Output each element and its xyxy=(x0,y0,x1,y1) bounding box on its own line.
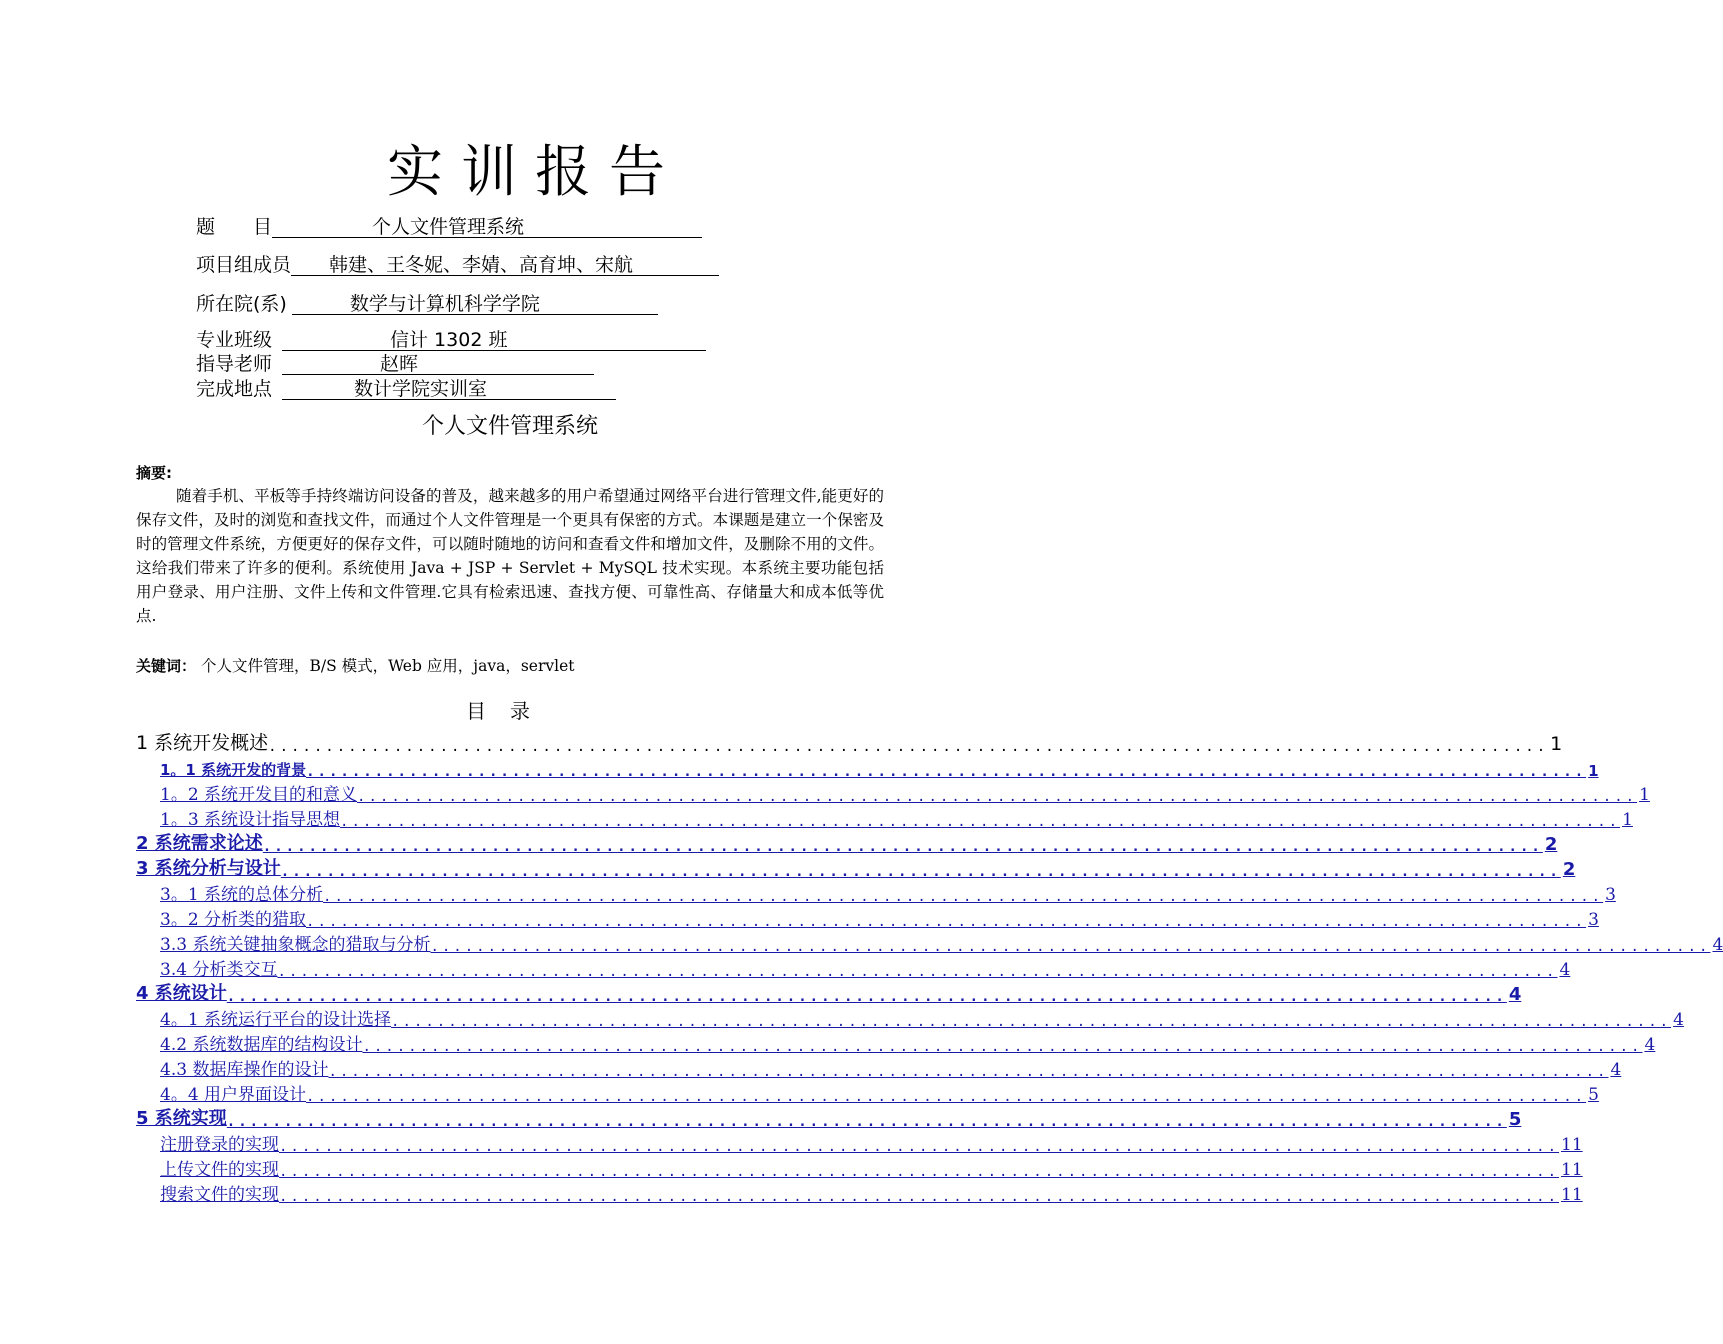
toc-leader: ................................................................................................................ xyxy=(262,839,1543,855)
report-title: 实训报告 xyxy=(387,140,683,205)
toc-entry-5-3[interactable] xyxy=(160,1181,1583,1205)
toc-entry-page: 5 xyxy=(1588,1085,1599,1105)
toc-entry-page: 4 xyxy=(1559,960,1571,980)
toc-entry-3-3[interactable] xyxy=(160,931,1723,955)
toc-entry-5[interactable] xyxy=(136,1106,1522,1130)
toc-leader: ................................................................................................................ xyxy=(268,739,1549,755)
info-class-label: 专业班级 xyxy=(196,329,273,351)
info-topic-label: 题 目 xyxy=(196,216,273,238)
toc-entry-text: 1。1 系统开发的背景 xyxy=(160,761,307,779)
toc-entry-3-2[interactable] xyxy=(160,906,1599,930)
abstract-heading: 摘要: xyxy=(136,464,172,482)
toc-entry-text: 4.2 系统数据库的结构设计 xyxy=(160,1035,363,1055)
toc-entry-4-1[interactable] xyxy=(160,1006,1684,1030)
toc-entry-text: 搜索文件的实现 xyxy=(160,1185,279,1205)
toc-entry-page: 4 xyxy=(1644,1035,1656,1055)
toc-entry-text: 1。2 系统开发目的和意义 xyxy=(160,785,358,805)
toc-entry-text: 上传文件的实现 xyxy=(160,1160,279,1180)
toc-entry-3-1[interactable] xyxy=(160,881,1616,905)
info-place-label: 完成地点 xyxy=(196,378,273,400)
toc-entry-text: 4。4 用户界面设计 xyxy=(160,1085,307,1105)
toc-leader: ................................................................................................................ xyxy=(323,889,1604,905)
keywords-line xyxy=(136,654,575,676)
toc-leader: ................................................................................................................ xyxy=(226,1114,1507,1130)
toc-leader: ................................................................................................................ xyxy=(362,1039,1643,1055)
keywords-value: 个人文件管理，B/S 模式，Web 应用，java，servlet xyxy=(200,657,575,675)
toc-entry-1-1[interactable] xyxy=(160,756,1599,780)
toc-entry-1-2[interactable] xyxy=(160,781,1650,805)
toc-entry-text: 3。2 分析类的猎取 xyxy=(160,910,307,930)
toc-entry-page: 4 xyxy=(1673,1010,1684,1030)
toc-leader: ................................................................................................................ xyxy=(280,864,1561,880)
toc-entry-2[interactable] xyxy=(136,831,1558,855)
toc-entry-page: 3 xyxy=(1588,910,1599,930)
info-members-row xyxy=(196,250,719,277)
toc-entry-page: 4 xyxy=(1610,1060,1622,1080)
toc-entry-page: 1 xyxy=(1588,762,1599,780)
toc-leader: ................................................................................................................ xyxy=(279,1189,1560,1205)
toc-entry-text: 1 系统开发概述 xyxy=(136,732,269,754)
toc-entry-text: 3.3 系统关键抽象概念的猎取与分析 xyxy=(160,935,431,955)
toc-entry-text: 3.4 分析类交互 xyxy=(160,960,278,980)
info-dept-value: 数学与计算机科学学院 xyxy=(292,294,658,315)
toc-leader: ................................................................................................................ xyxy=(279,1164,1560,1180)
toc-entry-page: 11 xyxy=(1561,1160,1583,1180)
toc-leader: ................................................................................................................ xyxy=(226,989,1507,1005)
document-title: 个人文件管理系统 xyxy=(421,414,598,439)
toc-entry-page: 3 xyxy=(1605,885,1616,905)
toc-entry-page: 1 xyxy=(1622,810,1633,830)
toc-leader: ................................................................................................................ xyxy=(306,914,1587,930)
toc-leader: ................................................................................................................ xyxy=(306,764,1587,780)
toc-leader: ................................................................................................................ xyxy=(306,1089,1587,1105)
toc-entry-4-2[interactable] xyxy=(160,1031,1656,1055)
toc-entry-page: 1 xyxy=(1550,733,1563,755)
info-dept-row xyxy=(196,289,658,316)
abstract-body: 随着手机、平板等手持终端访问设备的普及，越来越多的用户希望通过网络平台进行管理文件,能更好的保存文件，及时的浏览和查找文件，而通过个人文件管理是一个更具有保密的方式。本课题是建立一个保密及时的管理文件系统，方便更好的保存文件，可以随时随地的访问和查看文件和增加文件，及删除不用的文件。这给我们带来了许多的便利。系统使用 Java + JSP + Servlet + MySQL 技术实现。本系统主要功能包括用户登录、用户注册、文件上传和文件管理.它具有检索迅速、查找方便、可靠性高、存储量大和成本低等优点. xyxy=(136,487,884,625)
info-teacher-label: 指导老师 xyxy=(196,353,273,375)
toc-leader: ................................................................................................................ xyxy=(328,1064,1609,1080)
info-topic-row xyxy=(196,212,702,239)
toc-entry-text: 注册登录的实现 xyxy=(160,1135,279,1155)
toc-entry-5-2[interactable] xyxy=(160,1156,1583,1180)
toc-entry-text: 3 系统分析与设计 xyxy=(136,858,281,879)
toc-entry-page: 1 xyxy=(1639,785,1650,805)
toc-heading: 目录 xyxy=(466,699,554,723)
toc-entry-text: 4 系统设计 xyxy=(136,983,227,1004)
info-teacher-row xyxy=(196,349,594,376)
toc-entry-4-4[interactable] xyxy=(160,1081,1599,1105)
info-dept-label: 所在院(系) xyxy=(196,293,287,315)
toc-entry-text: 1。3 系统设计指导思想 xyxy=(160,810,341,830)
info-class-row xyxy=(196,325,706,352)
toc-entry-text: 5 系统实现 xyxy=(136,1108,227,1129)
info-members-label: 项目组成员 xyxy=(196,254,292,276)
toc-leader: ................................................................................................................ xyxy=(277,964,1558,980)
toc-entry-page: 11 xyxy=(1561,1135,1583,1155)
toc-entry-3-4[interactable] xyxy=(160,956,1571,980)
info-teacher-value: 赵晖 xyxy=(282,354,594,375)
toc-leader: ................................................................................................................ xyxy=(279,1139,1560,1155)
toc-entry-4[interactable] xyxy=(136,981,1522,1005)
toc-entry-1-3[interactable] xyxy=(160,806,1633,830)
toc-entry-page: 4 xyxy=(1508,984,1522,1005)
toc-entry-page: 2 xyxy=(1562,859,1576,880)
toc-entry-3[interactable] xyxy=(136,856,1576,880)
toc-leader: ................................................................................................................ xyxy=(430,939,1711,955)
info-topic-value: 个人文件管理系统 xyxy=(272,217,702,238)
toc-leader: ................................................................................................................ xyxy=(340,814,1621,830)
toc-entry-1[interactable] xyxy=(136,731,1563,755)
toc-entry-page: 2 xyxy=(1544,834,1558,855)
toc-leader: ................................................................................................................ xyxy=(357,789,1638,805)
toc-entry-text: 4.3 数据库操作的设计 xyxy=(160,1060,329,1080)
toc-entry-5-1[interactable] xyxy=(160,1131,1583,1155)
toc-entry-page: 5 xyxy=(1508,1109,1522,1130)
toc-entry-text: 4。1 系统运行平台的设计选择 xyxy=(160,1010,392,1030)
info-class-value: 信计 1302 班 xyxy=(282,330,706,351)
toc-entry-page: 4 xyxy=(1712,935,1723,955)
toc-leader: ................................................................................................................ xyxy=(391,1014,1672,1030)
info-place-row xyxy=(196,374,616,401)
toc-entry-text: 2 系统需求论述 xyxy=(136,833,263,854)
toc-entry-page: 11 xyxy=(1561,1185,1583,1205)
info-members-value: 韩建、王冬妮、李婧、高育坤、宋航 xyxy=(291,255,719,276)
toc-entry-4-3[interactable] xyxy=(160,1056,1622,1080)
info-place-value: 数计学院实训室 xyxy=(282,379,616,400)
toc-entry-text: 3。1 系统的总体分析 xyxy=(160,885,324,905)
keywords-label: 关键词： xyxy=(136,657,197,675)
